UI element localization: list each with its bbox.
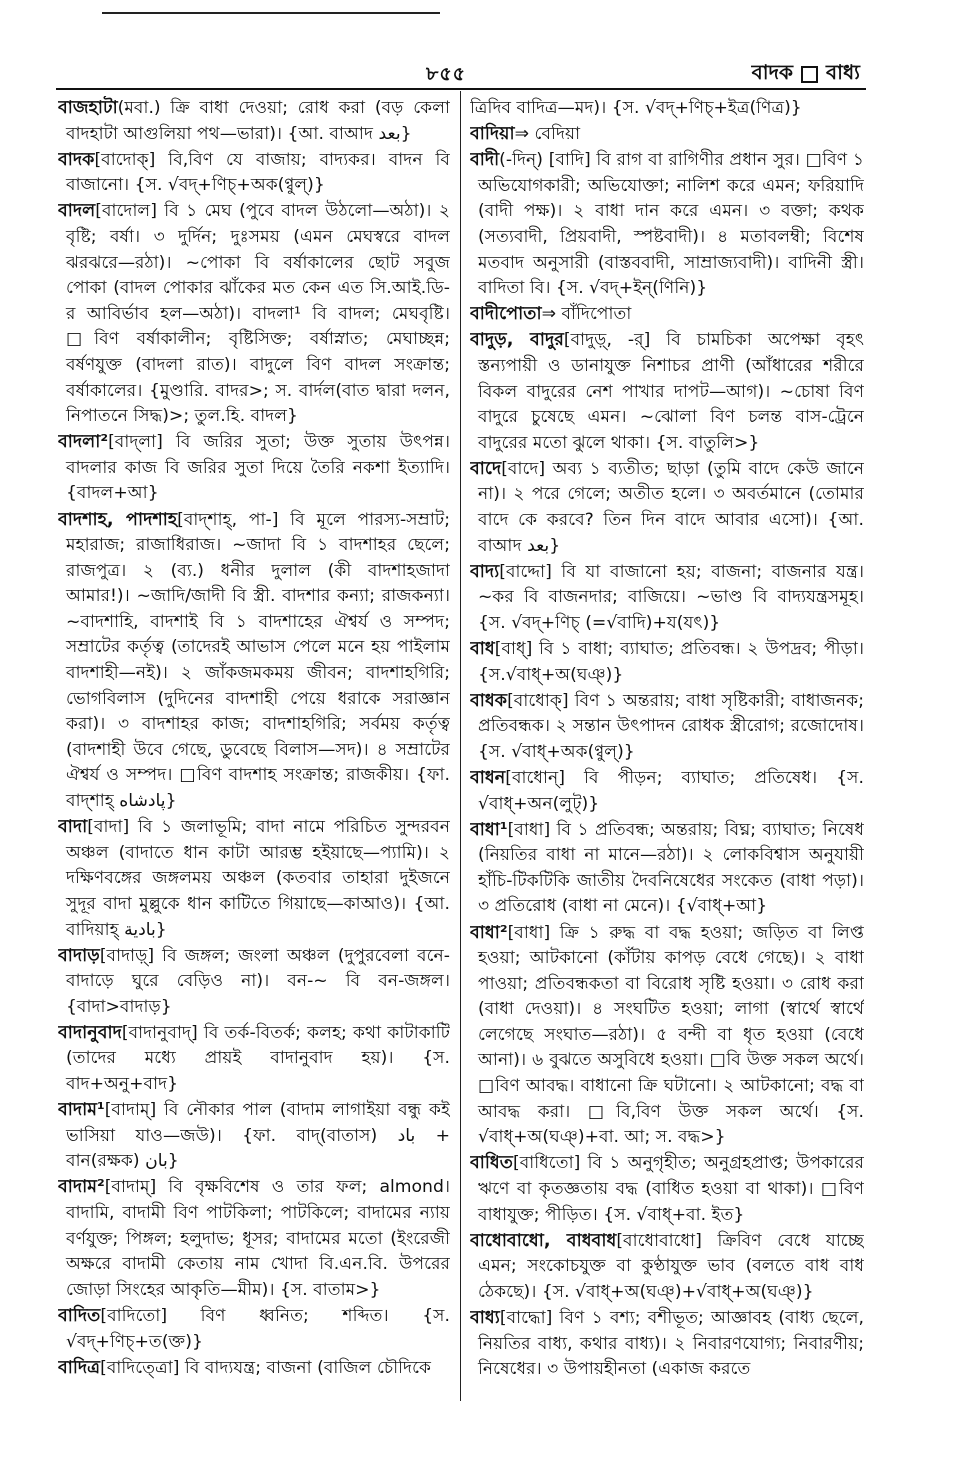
entry-headword: বাদলা²	[58, 432, 109, 453]
entry-headword: বাদ্য	[470, 561, 500, 582]
guide-word-last: বাধ্য	[826, 60, 860, 84]
entry-definition: [বাধা] বি ১ প্রতিবন্ধ; অন্তরায়; বিঘ্ন; ব্যাঘাত; নিষেধ (নিয়তির বাধা না মানে—রঠা)। ২ লোকবিশ্বাস অনুযায়ী হাঁচি-টিকটিকি জাতীয় দৈবনিষেধের সংকেত (বাধা পড়া)। ৩ প্রতিরোধ (বাধা না মেনে)। {√বাধ্+আ}	[478, 819, 864, 917]
entry-headword: বাধা²	[470, 922, 508, 943]
entry-definition: [বাধোবাধো] ক্রিবিণ বেধে যাচ্ছে এমন; সংকোচযুক্ত বা কুণ্ঠাযুক্ত ভাব (বলতে বাধ বাধ ঠেকছে)। {স. √বাধ্+অ(ঘঞ্)+√বাধ্+অ(ঘঞ্)}	[478, 1230, 864, 1302]
dictionary-entry	[470, 1306, 864, 1383]
column-divider	[460, 91, 461, 1401]
entry-definition: ⇒ বাঁদিপোতা	[541, 304, 632, 325]
entry-headword: বাধিত	[470, 1153, 513, 1174]
dictionary-entry	[470, 96, 864, 122]
guide-words	[752, 58, 860, 91]
header-rule	[56, 88, 866, 90]
entry-headword: বাদশাহ, পাদশাহ	[58, 509, 178, 530]
entry-headword: বাজহাটা	[58, 98, 118, 118]
entry-headword: বাদানুবাদ	[58, 1022, 122, 1043]
dictionary-entry	[58, 430, 450, 507]
entry-headword: বাধ	[470, 638, 495, 659]
entry-headword: বাদিয়া	[470, 124, 515, 145]
entry-headword: বাদুড়, বাদুর	[470, 330, 564, 351]
dictionary-entry	[470, 637, 864, 688]
entry-definition: [বাদুড়্, -র্] বি চামচিকা অপেক্ষা বৃহৎ স্তন্যপায়ী ও ডানাযুক্ত নিশাচর প্রাণী (আঁধারের শরীরে বিকল বাদুরের নেশ পাখার দাপট—আগ)। ~চোষা বিণ বাদুরে চুষেছে এমন। ~ঝোলা বিণ চলন্ত বাস-ট্রেনে বাদুরের মতো ঝুলে থাকা। {স. বাতুলি>}	[478, 330, 864, 453]
entry-headword: বাদিত্র	[58, 1357, 101, 1378]
dictionary-entry	[58, 1175, 450, 1303]
entry-definition: [বাদে] অব্য ১ ব্যতীত; ছাড়া (তুমি বাদে কেউ জানে না)। ২ পরে গেলে; অতীত হলে। ৩ অবর্তমানে (তোমার বাদে কে করবে? তিন দিন বাদে আবার এসো)। {আ. বাআদ بعد}	[478, 458, 864, 556]
dictionary-entry	[58, 1356, 450, 1382]
entry-definition: [বাদাম্] বি নৌকার পাল (বাদাম লাগাইয়া বন্ধু কই ভাসিয়া যাও—জউ)। {ফা. বাদ্(বাতাস) باد + বান(রক্ষক) بان}	[66, 1100, 450, 1172]
dictionary-entry	[470, 148, 864, 302]
dictionary-entry	[470, 122, 864, 148]
dictionary-entry	[58, 148, 450, 199]
dictionary-entry	[470, 328, 864, 456]
dictionary-entry	[470, 689, 864, 766]
entry-headword: বাধন	[470, 767, 506, 788]
entry-headword: বাধ্য	[470, 1307, 500, 1328]
dictionary-entry	[470, 921, 864, 1151]
entry-definition: [বাদ্শাহ্, পা-] বি মূলে পারস্য-সম্রাট; মহারাজ; রাজাধিরাজ। ~জাদা বি ১ বাদশাহর ছেলে; রাজপুত্র। ২ (ব্য.) ধনীর দুলাল (কী বাদশাহজাদা আমার!)। ~জাদি/জাদী বি স্ত্রী. বাদশার কন্যা; রাজকন্যা। ~বাদশাহি, বাদশাই বি ১ বাদশাহের ঐশ্বর্য ও সম্পদ; সম্রাটের কর্তৃত্ব (তাদেরই আভাস পেলে মনে হয় পাইলাম বাদশাহী—নই)। ২ জাঁকজমকময় জীবন; বাদশাহগিরি; ভোগবিলাস (দুদিনের বাদশাহী পেয়ে ধরাকে সরাজ্ঞান করা)। ৩ বাদশাহর কাজ; বাদশাহগিরি; সর্বময় কর্তৃত্ব (বাদশাহী উবে গেছে, ডুবেছে বিলাস—সদ)। ৪ সম্রাটের ঐশ্বর্য ও সম্পদ। □বিণ বাদশাহ সংক্রান্ত; রাজকীয়। {ফা. বাদ্শাহ্ پادشاه}	[66, 509, 450, 812]
entry-headword: বাদীপোতা	[470, 304, 542, 325]
entry-definition: [বাদাম্] বি বৃক্ষবিশেষ ও তার ফল; almond। বাদামি, বাদামী বিণ পাটকিলা; পাটকিলে; বাদামের ন্যায় বর্ণযুক্ত; পিঙ্গল; হলুদাভ; ধূসর; বাদামের মতো (ইংরেজী অক্ষরে বাদামী কেতায় নাম খোদা বি.এন.বি. উপরের জোড়া সিংহের আকৃতি—মীম)। {স. বাতাম>}	[66, 1177, 450, 1300]
entry-definition: [বাদ্লা] বি জরির সুতা; উক্ত সুতায় উৎপন্ন। বাদলার কাজ বি জরির সুতা দিয়ে তৈরি নকশা ইত্যাদি। {বাদল+আ}	[66, 432, 450, 504]
dictionary-entry	[470, 818, 864, 920]
entry-headword: বাদাড়	[58, 945, 100, 966]
dictionary-entry	[58, 1304, 450, 1355]
entry-definition: (-দিন্) [বাদি] বি রাগ বা রাগিণীর প্রধান সুর। □বিণ ১ অভিযোগকারী; অভিযোক্তা; নালিশ করে এমন; ফরিয়াদি (বাদী পক্ষ)। ২ বাধা দান করে এমন। ৩ বক্তা; কথক (সত্যবাদী, প্রিয়বাদী, স্পষ্টবাদী)। ৪ মতাবলম্বী; বিশেষ মতবাদ অনুসারী (বাস্তববাদী, সাম্রাজ্যবাদী)। বাদিনী স্ত্রী। বাদিতা বি। {স. √বদ্+ইন্(ণিনি)}	[478, 150, 864, 299]
entry-headword: বাদক	[58, 149, 95, 170]
dictionary-entry	[470, 1151, 864, 1228]
dictionary-entry	[58, 508, 450, 815]
entry-headword: বাধোবাধো, বাধবাধ	[470, 1230, 617, 1251]
entry-headword: বাধক	[470, 690, 508, 711]
dictionary-entry	[470, 1229, 864, 1306]
right-column	[470, 96, 864, 1401]
entry-headword: বাদাম²	[58, 1177, 105, 1198]
entry-definition: [বাদ্দো] বি যা বাজানো হয়; বাজনা; বাজনার যন্ত্র। ~কর বি বাজনদার; বাজিয়ে। ~ভাণ্ড বি বাদ্যযন্ত্রসমূহ। {স. √বদ্+ণিচ্ (=√বাদি)+য(যৎ)}	[478, 561, 864, 633]
entry-definition: [বাদাড়্] বি জঙ্গল; জংলা অঞ্চল (দুপুরবেলা বনে-বাদাড়ে ঘুরে বেড়িও না)। বন-~ বি বন-জঙ্গল। {বাদা>বাদাড়}	[66, 945, 450, 1017]
entry-headword: বাদী	[470, 150, 500, 171]
entry-definition: ⇒ বেদিয়া	[514, 124, 581, 145]
entry-headword: বাদিত	[58, 1305, 101, 1326]
dictionary-entry	[470, 457, 864, 559]
entry-definition: [বাদোল] বি ১ মেঘ (পুবে বাদল উঠলো—অঠা)। ২ বৃষ্টি; বর্ষা। ৩ দুর্দিন; দুঃসময় (এমন মেঘস্বরে বাদল ঝরঝরে—রঠা)। ~পোকা বি বর্ষাকালের ছোট সবুজ পোকা (বাদল পোকার ঝাঁকের মত কেন এত সি.আই.ডি-র আবির্ভাব হল—অঠা)। বাদলা¹ বি বাদল; মেঘবৃষ্টি। □বিণ বর্ষাকালীন; বৃষ্টিসিক্ত; বর্ষাস্নাত; মেঘাচ্ছন্ন; বর্ষণযুক্ত (বাদলা রাত)। বাদুলে বিণ বাদল সংক্রান্ত; বর্ষাকালের। {মুণ্ডারি. বাদর>; স. বার্দল(বাত দ্বারা দলন, নিপাতনে সিদ্ধ)>; তুল.হি. বাদল}	[66, 201, 450, 427]
entry-definition: [বাদানুবাদ্] বি তর্ক-বিতর্ক; কলহ; কথা কাটাকাটি (তাদের মধ্যে প্রায়ই বাদানুবাদ হয়)। {স. বাদ+অনু+বাদ}	[66, 1022, 450, 1095]
dictionary-entry	[470, 302, 864, 328]
entry-headword: বাদাম¹	[58, 1100, 105, 1121]
entry-definition: [বাধা] ক্রি ১ রুদ্ধ বা বদ্ধ হওয়া; জড়িত বা লিপ্ত হওয়া; আটকানো (কাঁটায় কাপড় বেধে গেছে)। ২ বাধা পাওয়া; প্রতিবন্ধকতা বা বিরোধ সৃষ্টি হওয়া। ৩ রোধ করা (বাধা দেওয়া)। ৪ সংঘটিত হওয়া; লাগা (স্বার্থে স্বার্থে লেগেছে সংঘাত—রঠা)। ৫ বন্দী বা ধৃত হওয়া (বেধে আনা)। ৬ বুঝতে অসুবিধে হওয়া। □বি উক্ত সকল অর্থে। □বিণ আবদ্ধ। বাধানো ক্রি ঘটানো। ২ আটকানো; বদ্ধ বা আবদ্ধ করা। □বি,বিণ উক্ত সকল অর্থে। {স. √বাধ্+অ(ঘঞ্)+বা. আ; স. বদ্ধ>}	[478, 922, 864, 1148]
square-icon	[801, 66, 818, 83]
entry-definition: [বাধোক্] বিণ ১ অন্তরায়; বাধা সৃষ্টিকারী; বাধাজনক; প্রতিবন্ধক। ২ সন্তান উৎপাদন রোধক স্ত্রীরোগ; রজোদোষ। {স. √বাধ্+অক(ণ্বুল্)}	[478, 690, 864, 762]
top-scan-rule	[102, 12, 440, 14]
entry-definition: [বাদিত্ত্রো] বি বাদ্যযন্ত্র; বাজনা (বাজিল চৌদিকে	[100, 1357, 431, 1378]
entry-headword: বাদল	[58, 201, 96, 222]
entry-headword: বাদা	[58, 817, 88, 838]
entry-definition: ত্রিদিব বাদিত্র—মদ)। {স. √বদ্+ণিচ্+ইত্র(ণিত্র)}	[470, 98, 802, 118]
dictionary-entry	[58, 944, 450, 1021]
guide-word-first: বাদক	[751, 60, 794, 84]
dictionary-entry	[470, 560, 864, 637]
dictionary-entry	[58, 815, 450, 943]
entry-definition: [বাধোন্] বি পীড়ন; ব্যাঘাত; প্রতিষেধ। {স. √বাধ্+অন(লুট্)}	[478, 767, 864, 814]
left-column	[58, 96, 450, 1401]
entry-definition: [বাদা] বি ১ জলাভূমি; বাদা নামে পরিচিত সুন্দরবন অঞ্চল (বাদাতে ধান কাটা আরম্ভ হইয়াছে—প্যামি)। ২ দক্ষিণবঙ্গের জঙ্গলময় অঞ্চল (কতবার তাহারা দুইজনে সুদূর বাদা মুল্লুকে ধান কাটিতে গিয়াছে—কাআও)। {আ. বাদিয়াহ্ بادية}	[66, 817, 450, 940]
entry-definition: [বাদ্ধো] বিণ ১ বশ্য; বশীভূত; আজ্ঞাবহ (বাধ্য ছেলে, নিয়তির বাধ্য, কথার বাধ্য)। ২ নিবারণযোগ্য; নিবারণীয়; নিষেধের। ৩ উপায়হীনতা (একাজ করতে	[478, 1307, 864, 1380]
entry-definition: [বাদিতো] বিণ ধ্বনিত; শব্দিত। {স. √বদ্+ণিচ্+ত(ক্ত)}	[66, 1305, 450, 1352]
entry-headword: বাদে	[470, 458, 502, 479]
entry-definition: [বাদোক্] বি,বিণ যে বাজায়; বাদ্যকর। বাদন বি বাজানো। {স. √বদ্+ণিচ্+অক(ণ্বুল্)}	[66, 149, 450, 196]
dictionary-entry	[58, 1021, 450, 1098]
entry-definition: [বাধিতো] বি ১ অনুগৃহীত; অনুগ্রহপ্রাপ্ত; উপকারের ঋণে বা কৃতজ্ঞতায় বদ্ধ (বাধিত হওয়া বা থাকা)। □বিণ বাধাযুক্ত; পীড়িত। {স. √বাধ্+বা. ইত}	[478, 1153, 864, 1225]
dictionary-entry	[58, 199, 450, 429]
entry-headword: বাধা¹	[470, 819, 508, 840]
dictionary-entry	[58, 96, 450, 147]
dictionary-entry	[470, 766, 864, 817]
entry-definition: (মবা.) ক্রি বাধা দেওয়া; রোধ করা (বড় কেলা বাদহাটা আগুলিয়া পথ—ভারা)। {আ. বাআদ بعد}	[66, 98, 450, 144]
entry-definition: [বাধ্] বি ১ বাধা; ব্যাঘাত; প্রতিবন্ধ। ২ উপদ্রব; পীড়া। {স.√বাধ্+অ(ঘঞ্)}	[478, 638, 864, 685]
page-number: ৮৫৫	[426, 63, 466, 85]
dictionary-entry	[58, 1098, 450, 1175]
